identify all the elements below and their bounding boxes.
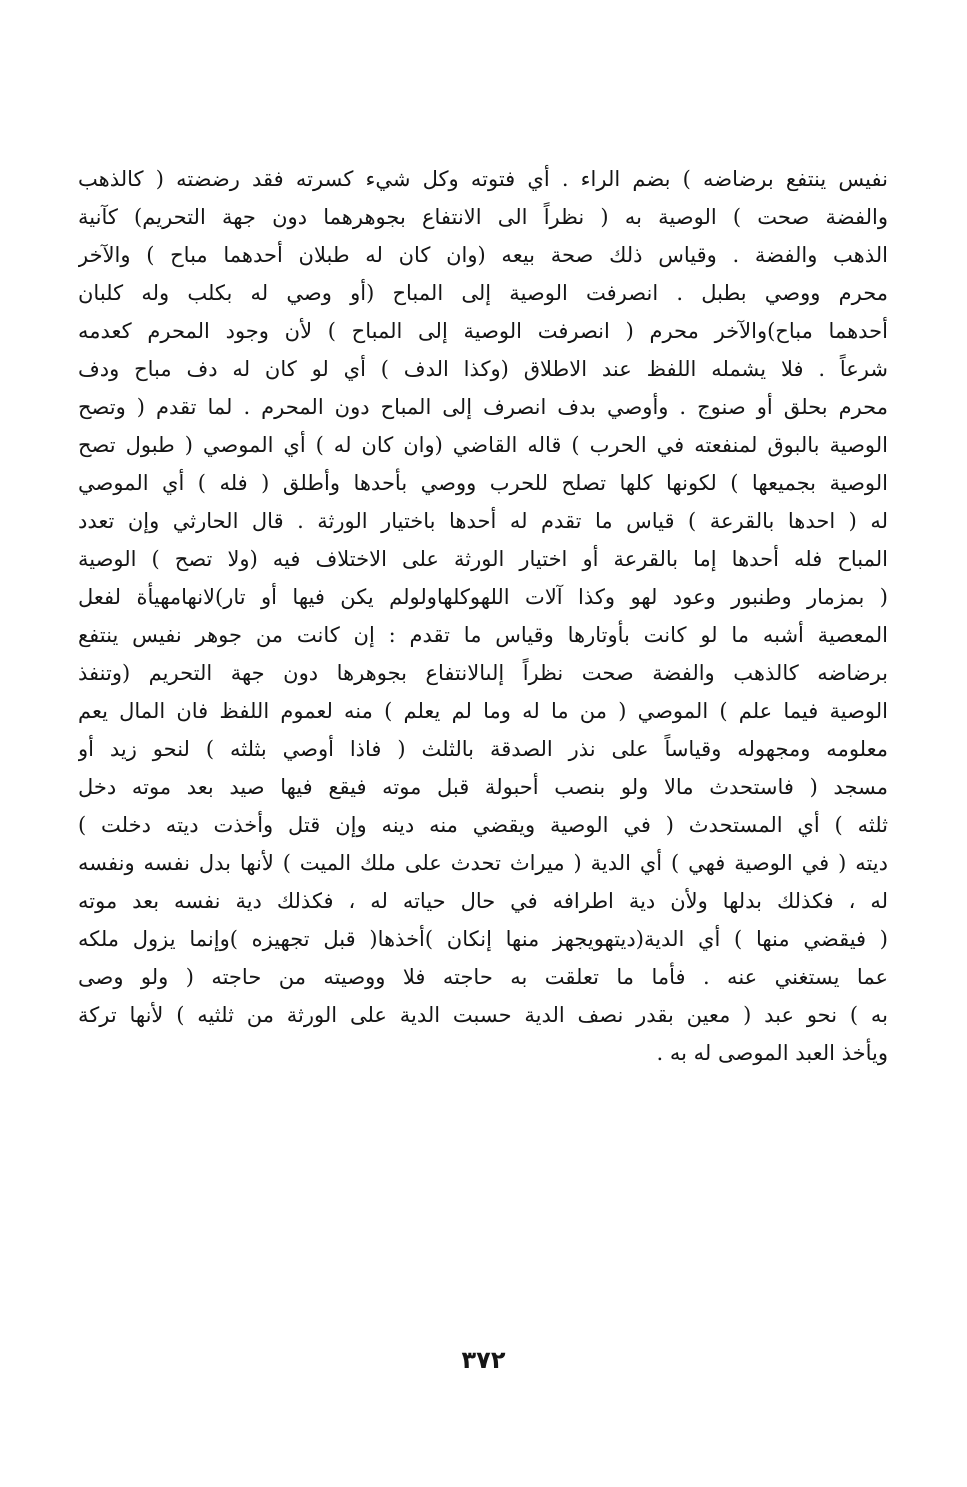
text-line: له ، فكذلك بدلها ولأن دية اطرافه في حال حياته له ، فكذلك دية نفسه بعد موته (78, 889, 888, 913)
body-text (78, 160, 888, 1072)
text-line: أحدهما مباح)والآخر محرم ( انصرفت الوصية إلى المباح ) لأن وجود المحرم كعدمه (78, 319, 888, 343)
text-line: ( بمزمار وطنبور وعود لهو وكذا آلات اللهوكلهاولولم يكن فيها أو تار)لانهامهيأة لفعل (78, 585, 888, 609)
text-line: والفضة صحت ) الوصية به ( نظراً الى الانتفاع بجوهرهما دون جهة التحريم) كآنية (78, 205, 888, 229)
text-line: ( فيقضي منها ) أي الدية(ديتهويجهز منها إنكان )أخذها( قبل تجهيزه )وإنما يزول ملكه (78, 927, 888, 951)
text-line: الوصية بجميعها ) لكونها كلها تصلح للحرب ووصي بأحدها وأطلق ( فله ) أي الموصي (78, 471, 888, 495)
text-line: نفيس ينتفع برضاضه ) بضم الراء . أي فتوته وكل شيء كسرته فقد رضضته ( كالذهب (78, 167, 888, 191)
text-line: له ( احدها بالقرعة ) قياس ما تقدم له أحدها باختيار الورثة . قال الحارثي وإن تعدد (78, 509, 888, 533)
text-line: محرم بحلق أو صنوج . وأوصي بدف انصرف إلى المباح دون المحرم . لما تقدم ( وتصح (78, 395, 888, 419)
text-line: ثلثه ) أي المستحدث ( في الوصية ويقضي منه دينه وإن قتل وأخذت ديته دخلت ) (78, 813, 888, 837)
text-line: به ) نحو عبد ( معين بقدر نصف الدية حسبت الدية على الورثة من ثلثيه ) لأنها تركة (78, 1003, 888, 1027)
text-line: برضاضه كالذهب والفضة صحت نظراً إلىالانتفاع بجوهرها دون جهة التحريم (وتنفذ (78, 661, 888, 685)
text-line: مسجد ( فاستحدث مالا ولو بنصب أحبولة قبل موته فيقع فيها صيد بعد موته دخل (78, 775, 888, 799)
text-line: المباح فله أحدها إما بالقرعة أو اختيار الورثة على الاختلاف فيه (ولا تصح ) الوصية (78, 547, 888, 571)
text-line-last: ويأخذ العبد الموصى له به . (656, 1041, 888, 1065)
text-line: المعصية أشبه ما لو كانت بأوتارها وقياس ما تقدم : إن كانت من جوهر نفيس ينتفع (78, 623, 888, 647)
text-line: شرعاً . فلا يشمله اللفظ عند الاطلاق (وكذا الدف ) أي لو كان له دف مباح ودف (78, 357, 888, 381)
text-line: معلومه ومجهوله وقياساً على نذر الصدقة بالثلث ( فاذا أوصي بثلثه ) لنحو زيد أو (78, 737, 888, 761)
text-line: الوصية فيما علم ) الموصي ( من ما له وما لم يعلم ) منه لعموم اللفظ فان المال يعم (78, 699, 888, 723)
page-number: ٣٧٢ (461, 1346, 506, 1374)
text-line: عما يستغني عنه . فأما ما تعلقت به حاجته فلا ووصيته من حاجته ( ولو وصى (78, 965, 888, 989)
text-line: ديته ( في الوصية فهي ) أي الدية ( ميراث تحدث على ملك الميت ) لأنها بدل نفسه ونفسه (78, 851, 888, 875)
text-line: الذهب والفضة . وقياس ذلك صحة بيعه (وان كان له طبلان أحدهما مباح ) والآخر (78, 243, 888, 267)
text-line: الوصية بالبوق لمنفعته في الحرب ) قاله القاضي (وان كان له ) أي الموصي ( طبول تصح (78, 433, 888, 457)
text-line: محرم ووصي بطبل . انصرفت الوصية إلى المباح (أو وصي له بكلب وله كلبان (78, 281, 888, 305)
